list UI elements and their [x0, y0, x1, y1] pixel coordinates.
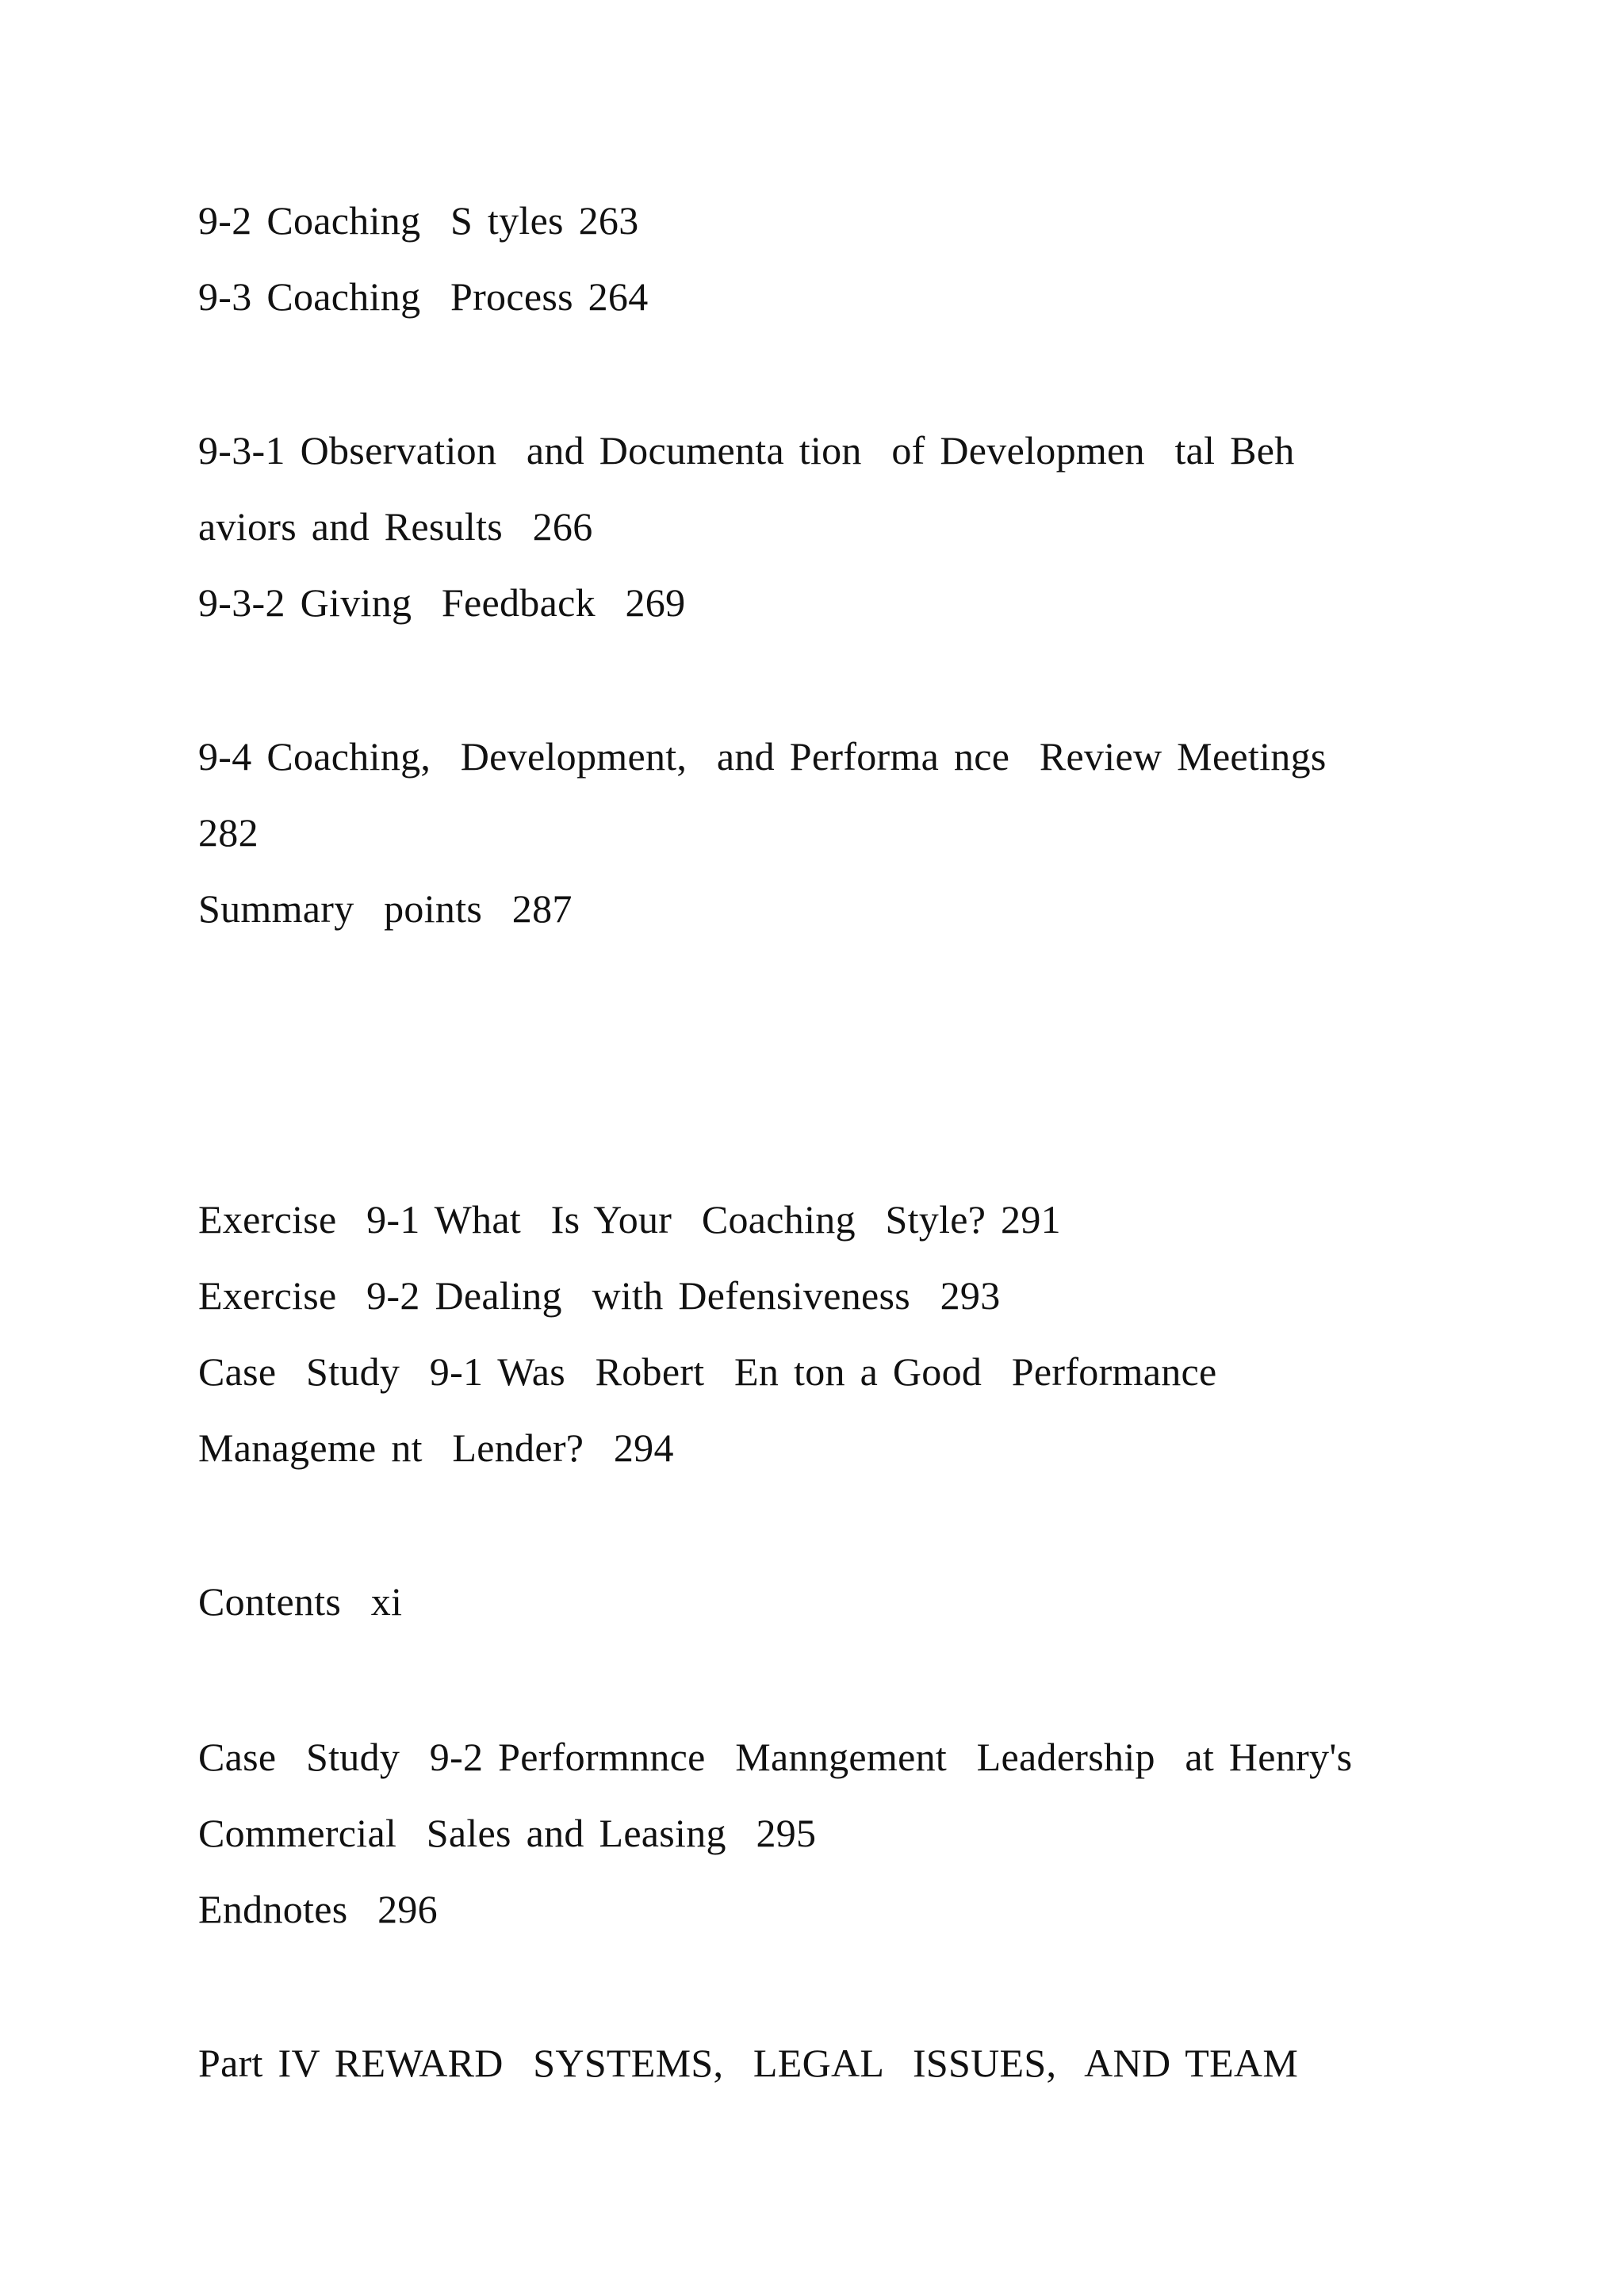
toc-entry-case-study-9-1: Case Study 9-1 Was Robert En ton a Good Performance — [198, 1349, 1217, 1394]
toc-entry-9-3-1-continued: aviors and Results 266 — [198, 504, 593, 549]
toc-entry-9-4: 9-4 Coaching, Development, and Performa nce Review Meetings — [198, 734, 1327, 779]
toc-entry-part-iv: Part IV REWARD SYSTEMS, LEGAL ISSUES, AND TEAM — [198, 2041, 1299, 2085]
toc-entry-summary-points: Summary points 287 — [198, 886, 573, 931]
toc-entry-9-3: 9-3 Coaching Process 264 — [198, 274, 649, 319]
toc-entry-exercise-9-2: Exercise 9-2 Dealing with Defensiveness 293 — [198, 1273, 1001, 1318]
toc-entry-9-3-2: 9-3-2 Giving Feedback 269 — [198, 580, 686, 625]
toc-entry-exercise-9-1: Exercise 9-1 What Is Your Coaching Style? 291 — [198, 1197, 1061, 1242]
toc-entry-9-3-1: 9-3-1 Observation and Documenta tion of Developmen tal Beh — [198, 428, 1295, 473]
toc-entry-endnotes: Endnotes 296 — [198, 1887, 438, 1931]
running-header-contents: Contents xi — [198, 1579, 403, 1624]
toc-entry-case-study-9-2: Case Study 9-2 Performnnce Manngement Leadership at Henry's — [198, 1735, 1353, 1779]
toc-entry-9-2: 9-2 Coaching S tyles 263 — [198, 198, 639, 243]
toc-entry-case-study-9-1-continued: Manageme nt Lender? 294 — [198, 1425, 674, 1470]
toc-entry-case-study-9-2-continued: Commercial Sales and Leasing 295 — [198, 1811, 817, 1855]
toc-entry-9-4-page: 282 — [198, 810, 259, 855]
